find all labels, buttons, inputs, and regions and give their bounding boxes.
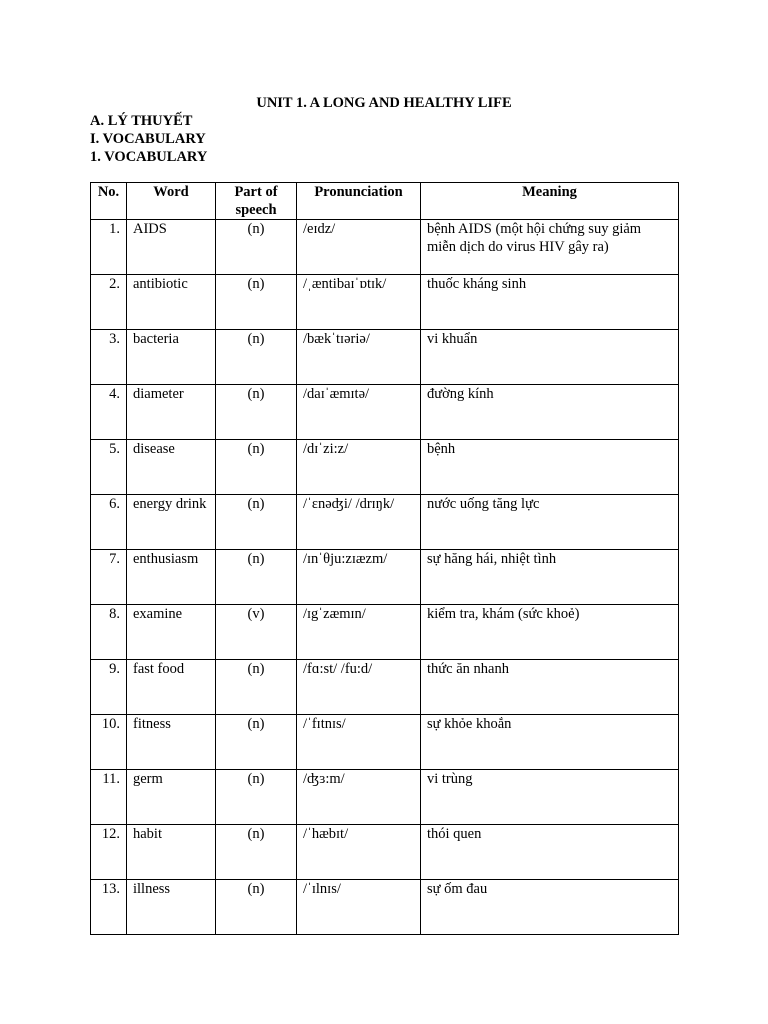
- table-row: [91, 495, 679, 550]
- table-row: [91, 440, 679, 495]
- cell-part-of-speech: (n): [216, 385, 297, 440]
- header-no: No.: [91, 183, 127, 220]
- cell-pronunciation: /eɪdz/: [297, 220, 421, 275]
- cell-no: 11.: [91, 770, 127, 825]
- cell-word: examine: [127, 605, 216, 660]
- cell-word: antibiotic: [127, 275, 216, 330]
- heading-theory: A. LÝ THUYẾT: [90, 113, 193, 129]
- page-title: UNIT 1. A LONG AND HEALTHY LIFE: [256, 95, 512, 111]
- cell-no: 5.: [91, 440, 127, 495]
- cell-meaning: thói quen: [421, 825, 679, 880]
- cell-meaning: thức ăn nhanh: [421, 660, 679, 715]
- cell-meaning: sự khỏe khoắn: [421, 715, 679, 770]
- cell-part-of-speech: (n): [216, 880, 297, 935]
- section-headings: [90, 112, 207, 166]
- header-part-of-speech: Part of speech: [216, 183, 297, 220]
- cell-meaning: vi trùng: [421, 770, 679, 825]
- cell-word: illness: [127, 880, 216, 935]
- cell-no: 4.: [91, 385, 127, 440]
- table-row: [91, 605, 679, 660]
- cell-pronunciation: /ˈhæbɪt/: [297, 825, 421, 880]
- table-row: [91, 275, 679, 330]
- cell-meaning: vi khuẩn: [421, 330, 679, 385]
- cell-part-of-speech: (n): [216, 220, 297, 275]
- table-header-row: [91, 183, 679, 220]
- cell-no: 6.: [91, 495, 127, 550]
- cell-meaning: bệnh: [421, 440, 679, 495]
- cell-part-of-speech: (n): [216, 495, 297, 550]
- cell-word: habit: [127, 825, 216, 880]
- cell-word: energy drink: [127, 495, 216, 550]
- cell-word: AIDS: [127, 220, 216, 275]
- table-row: [91, 220, 679, 275]
- cell-word: germ: [127, 770, 216, 825]
- cell-no: 12.: [91, 825, 127, 880]
- cell-no: 7.: [91, 550, 127, 605]
- cell-pronunciation: /ˈfɪtnɪs/: [297, 715, 421, 770]
- cell-word: diameter: [127, 385, 216, 440]
- cell-pronunciation: /ˌæntibaɪˈɒtɪk/: [297, 275, 421, 330]
- cell-pronunciation: /ɪgˈzæmɪn/: [297, 605, 421, 660]
- cell-pronunciation: /bækˈtɪəriə/: [297, 330, 421, 385]
- cell-part-of-speech: (n): [216, 825, 297, 880]
- cell-word: fast food: [127, 660, 216, 715]
- cell-no: 1.: [91, 220, 127, 275]
- table-row: [91, 770, 679, 825]
- cell-meaning: nước uống tăng lực: [421, 495, 679, 550]
- header-pronunciation: Pronunciation: [297, 183, 421, 220]
- cell-no: 8.: [91, 605, 127, 660]
- cell-meaning: sự hăng hái, nhiệt tình: [421, 550, 679, 605]
- cell-pronunciation: /daɪˈæmɪtə/: [297, 385, 421, 440]
- cell-part-of-speech: (n): [216, 330, 297, 385]
- table-row: [91, 825, 679, 880]
- heading-vocabulary-subsection: 1. VOCABULARY: [90, 149, 208, 165]
- cell-no: 10.: [91, 715, 127, 770]
- cell-meaning: bệnh AIDS (một hội chứng suy giảm miễn dịch do virus HIV gây ra): [421, 220, 679, 275]
- header-meaning: Meaning: [421, 183, 679, 220]
- cell-meaning: kiểm tra, khám (sức khoẻ): [421, 605, 679, 660]
- cell-pronunciation: /fɑ:st/ /fu:d/: [297, 660, 421, 715]
- cell-pronunciation: /ɪnˈθju:zɪæzm/: [297, 550, 421, 605]
- cell-no: 3.: [91, 330, 127, 385]
- cell-part-of-speech: (n): [216, 770, 297, 825]
- cell-pronunciation: /ˈɛnəʤi/ /drɪŋk/: [297, 495, 421, 550]
- cell-part-of-speech: (n): [216, 660, 297, 715]
- cell-no: 13.: [91, 880, 127, 935]
- cell-part-of-speech: (n): [216, 715, 297, 770]
- cell-word: enthusiasm: [127, 550, 216, 605]
- table-row: [91, 660, 679, 715]
- cell-meaning: đường kính: [421, 385, 679, 440]
- cell-pronunciation: /dɪˈzi:z/: [297, 440, 421, 495]
- cell-part-of-speech: (v): [216, 605, 297, 660]
- cell-no: 2.: [91, 275, 127, 330]
- cell-word: disease: [127, 440, 216, 495]
- cell-part-of-speech: (n): [216, 440, 297, 495]
- vocabulary-table: [90, 182, 679, 935]
- table-row: [91, 880, 679, 935]
- header-word: Word: [127, 183, 216, 220]
- cell-pronunciation: /ʤɜ:m/: [297, 770, 421, 825]
- cell-meaning: thuốc kháng sinh: [421, 275, 679, 330]
- table-row: [91, 330, 679, 385]
- cell-part-of-speech: (n): [216, 550, 297, 605]
- table-row: [91, 715, 679, 770]
- cell-part-of-speech: (n): [216, 275, 297, 330]
- table-row: [91, 385, 679, 440]
- cell-meaning: sự ốm đau: [421, 880, 679, 935]
- cell-pronunciation: /ˈɪlnɪs/: [297, 880, 421, 935]
- table-row: [91, 550, 679, 605]
- cell-no: 9.: [91, 660, 127, 715]
- cell-word: bacteria: [127, 330, 216, 385]
- cell-word: fitness: [127, 715, 216, 770]
- heading-vocabulary-section: I. VOCABULARY: [90, 131, 206, 147]
